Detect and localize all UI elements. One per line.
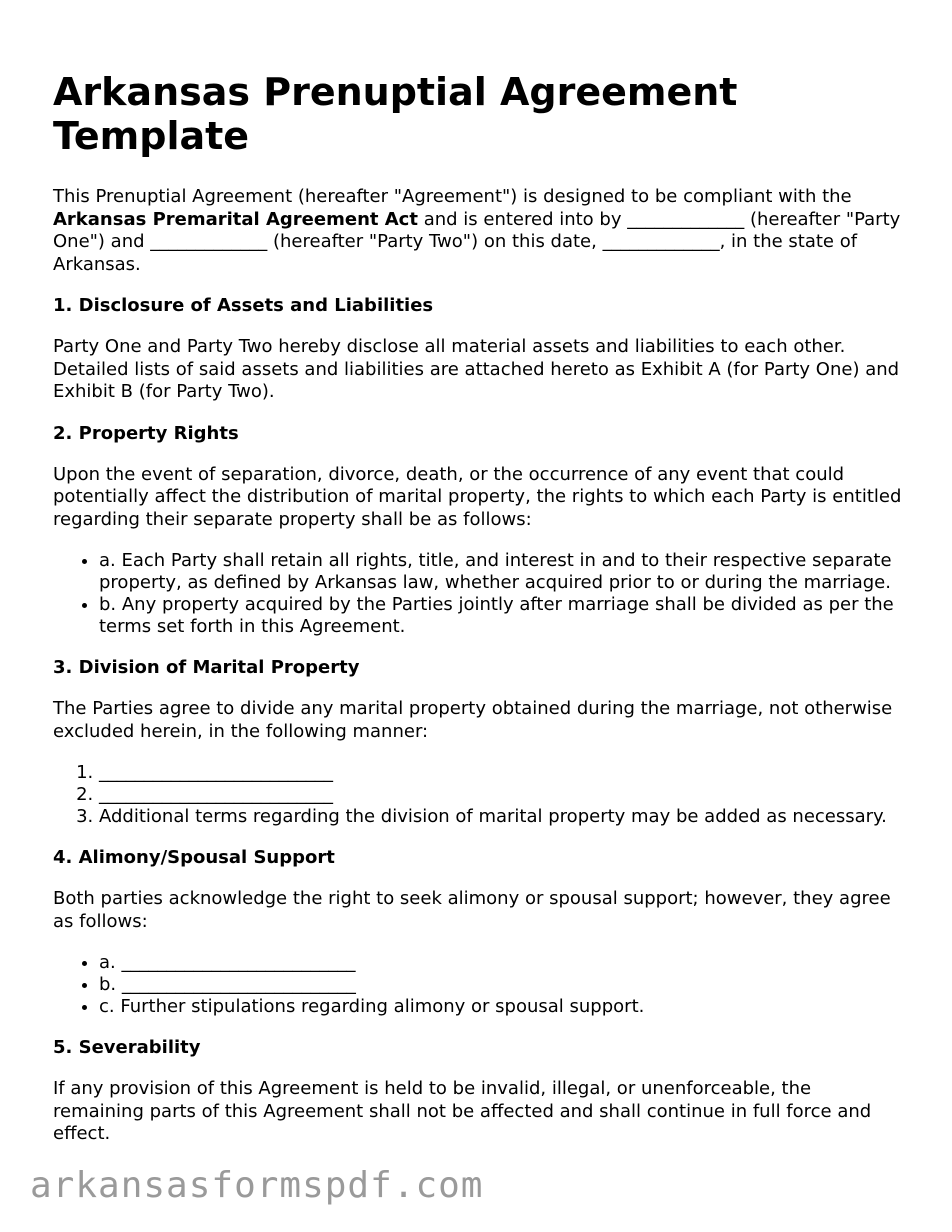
section-paragraph-severability: If any provision of this Agreement is held to be invalid, illegal, or unenforceable, the remaining parts of this Agreement shall not be affected and shall continue in full force and effect. (53, 1078, 872, 1144)
intro-text-start: This Prenuptial Agreement (hereafter "Agreement") is designed to be compliant with the (53, 186, 852, 207)
section-heading-severability: 5. Severability (53, 1037, 201, 1058)
intro-paragraph (53, 186, 905, 276)
act-name: Arkansas Premarital Agreement Act (53, 208, 418, 230)
list-item: 2. __________________________ (99, 784, 905, 806)
section-heading-property-rights: 2. Property Rights (53, 422, 239, 444)
section-paragraph-alimony: Both parties acknowledge the right to seek alimony or spousal support; however, they agree as follows: (53, 888, 891, 932)
property-rights-list (53, 550, 905, 638)
list-item: • b. __________________________ (99, 974, 905, 996)
division-list (53, 762, 905, 828)
list-item: • c. Further stipulations regarding alimony or spousal support. (99, 996, 905, 1018)
section-paragraph-property-rights: Upon the event of separation, divorce, death, or the occurrence of any event that could potentially affect the distribution of marital property, the rights to which each Party is entitled regarding their separate property shall be as follows: (53, 463, 902, 530)
list-item: • a. __________________________ (99, 952, 905, 974)
list-item: 1. __________________________ (99, 762, 905, 784)
alimony-list (53, 952, 905, 1018)
section-heading-disclosure: 1. Disclosure of Assets and Liabilities (53, 295, 434, 316)
document-page (53, 0, 905, 1146)
document-title: Arkansas Prenuptial Agreement Template (53, 70, 738, 158)
section-heading-division: 3. Division of Marital Property (53, 657, 360, 678)
list-item: • a. Each Party shall retain all rights, title, and interest in and to their respective separate property, as defined by Arkansas law, whether acquired prior to or during the marriage. (99, 550, 905, 594)
section-heading-alimony: 4. Alimony/Spousal Support (53, 847, 335, 868)
section-paragraph-division: The Parties agree to divide any marital property obtained during the marriage, not otherwise excluded herein, in the following manner: (53, 698, 893, 742)
watermark: arkansasformspdf.com (30, 1165, 484, 1206)
intro-text-end: and is entered into by _____________ (hereafter "Party One") and _____________ (hereafter "Party Two") on this date, _____________, in the state of Arkansas. (53, 208, 901, 275)
section-paragraph-disclosure: Party One and Party Two hereby disclose all material assets and liabilities to each other. Detailed lists of said assets and liabilities are attached hereto as Exhibit A (for Party One) and Exhibit B (for Party Two). (53, 336, 900, 402)
list-item: 3. Additional terms regarding the division of marital property may be added as necessary. (99, 806, 905, 828)
list-item: • b. Any property acquired by the Parties jointly after marriage shall be divided as per the terms set forth in this Agreement. (99, 594, 905, 638)
